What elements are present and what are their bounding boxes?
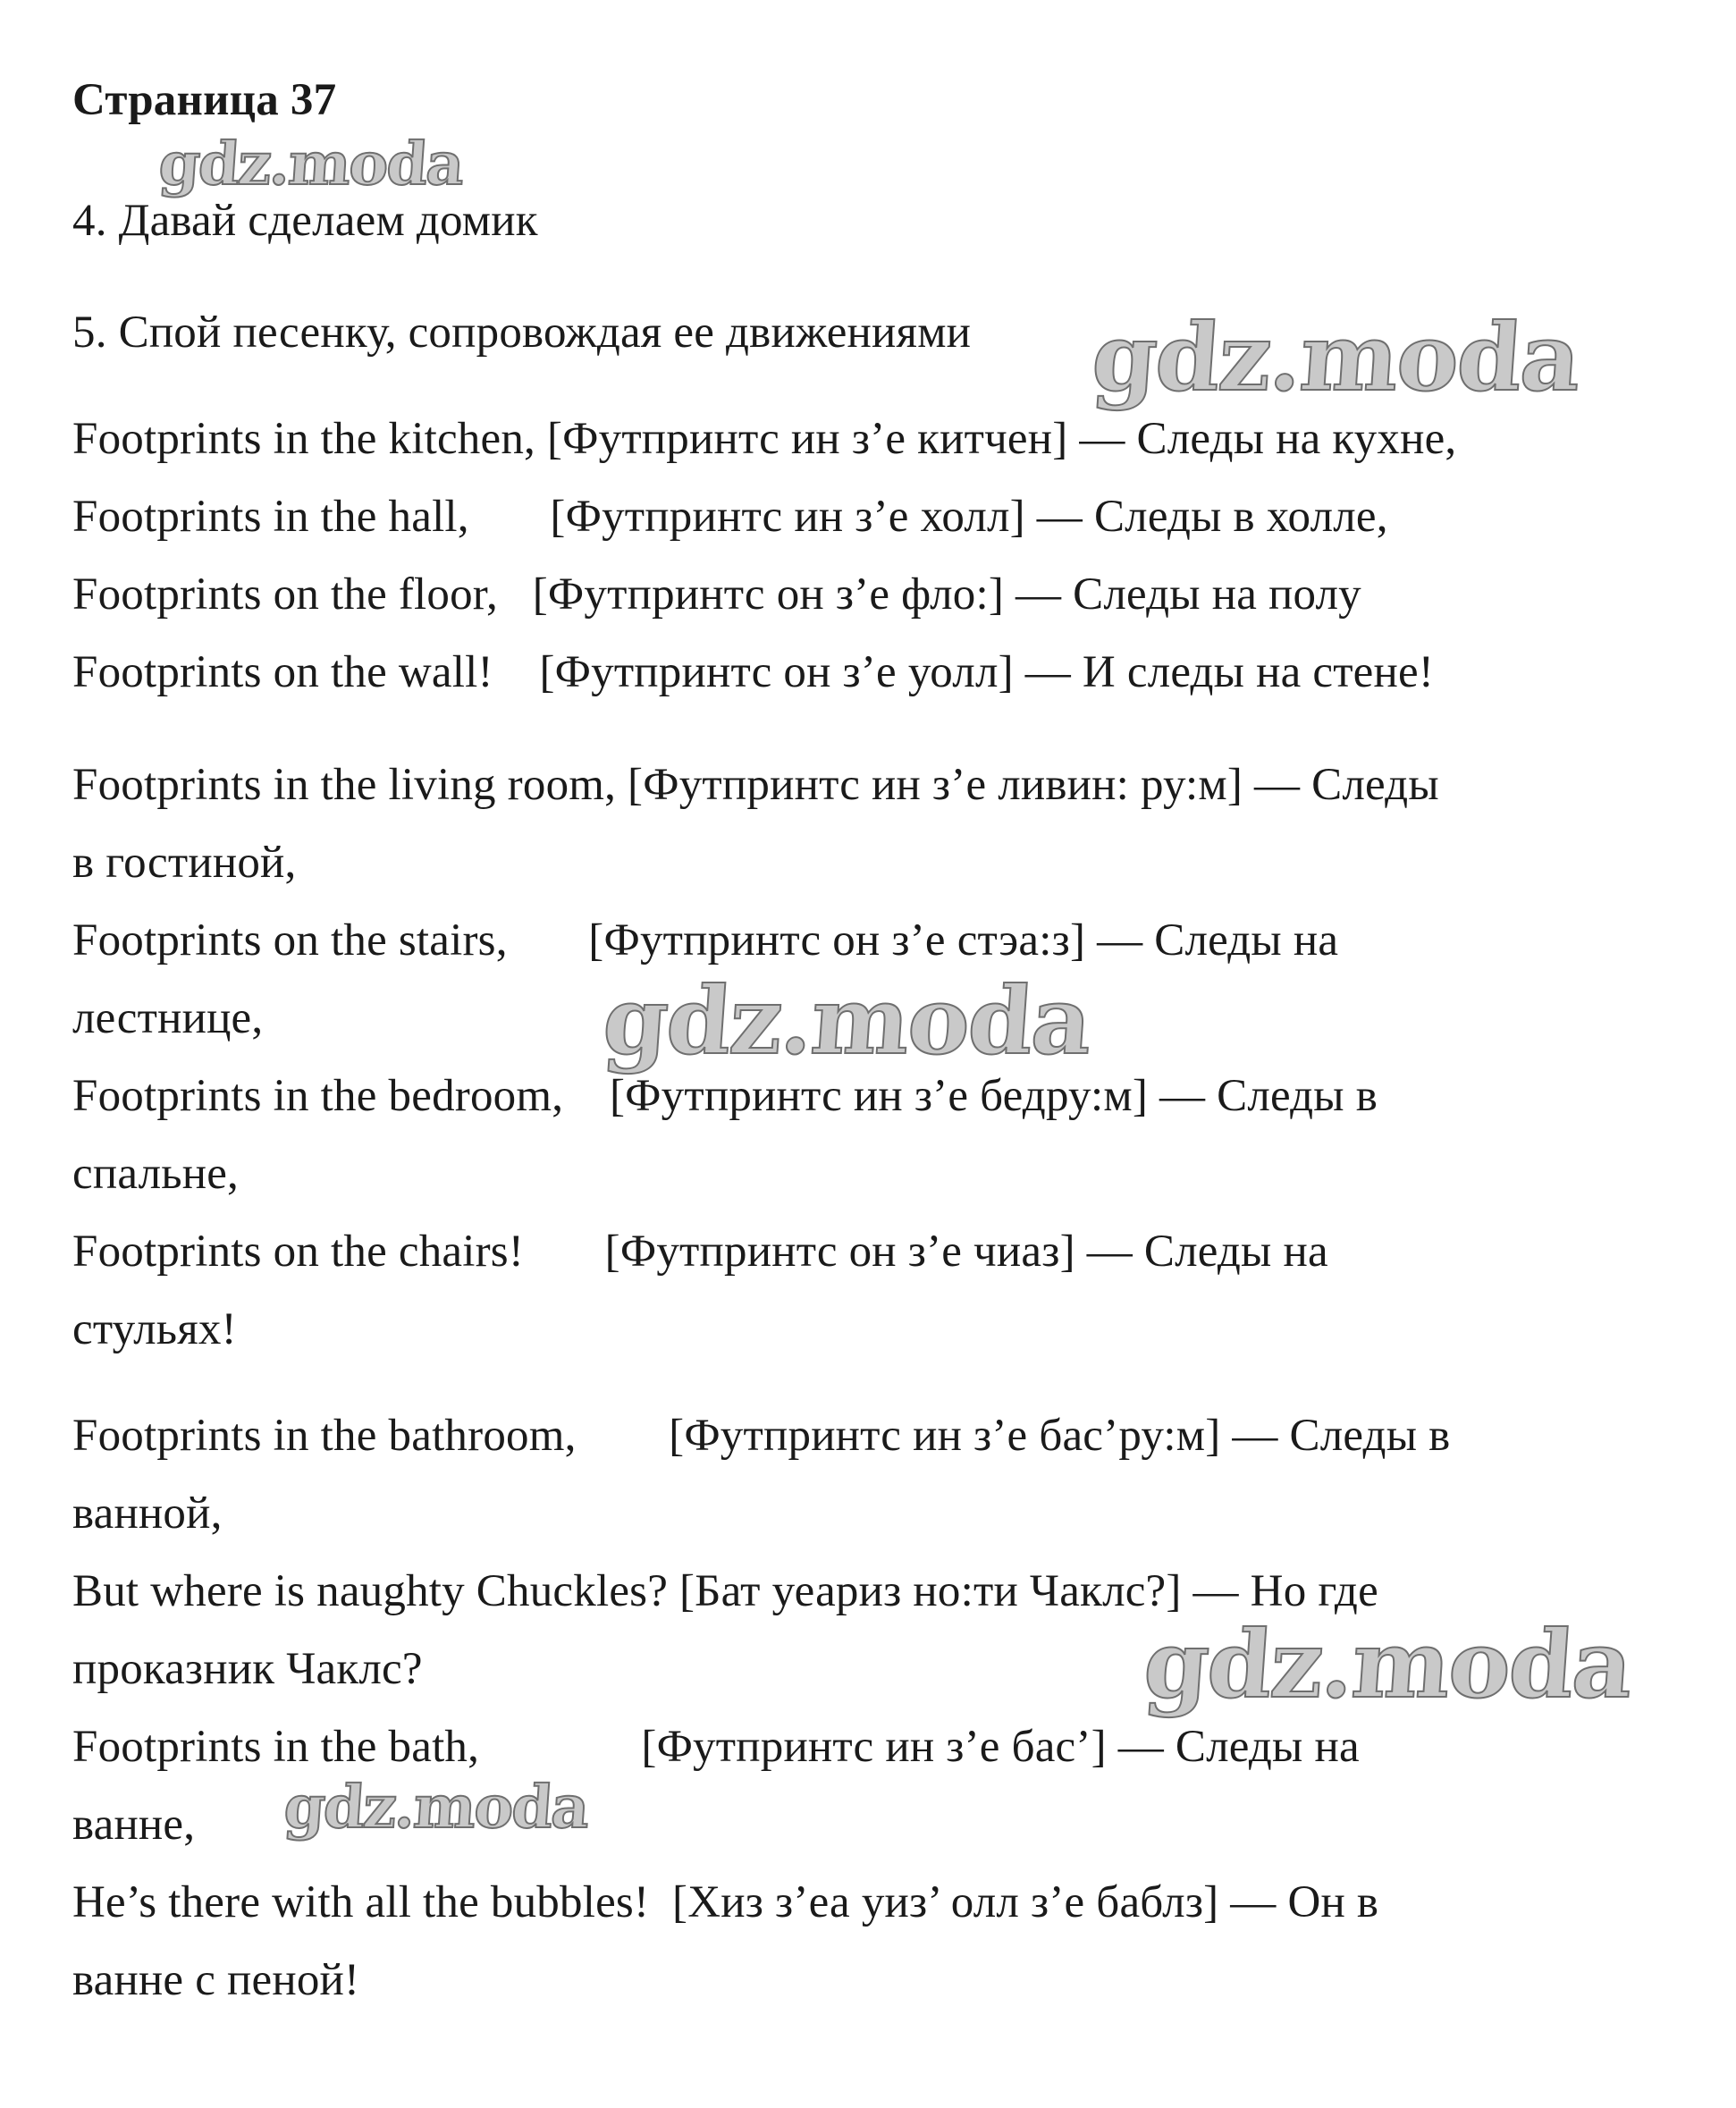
song-line: в гостиной,	[72, 838, 297, 888]
song-line: ванне с пеной!	[72, 1955, 360, 2005]
task-5-heading: 5. Спой песенку, сопровождая ее движениями	[72, 308, 972, 358]
song-line: Footprints in the bedroom, [Футпринтс ин з’е бедру:м] — Следы в	[72, 1071, 1378, 1121]
song-line: проказник Чаклс?	[72, 1644, 423, 1694]
song-line: Footprints on the stairs, [Футпринтс он з’е стэа:з] — Следы на	[72, 915, 1339, 965]
task-4-heading: 4. Давай сделаем домик	[72, 196, 538, 246]
song-line: ванне,	[72, 1800, 196, 1850]
song-line: Footprints on the floor, [Футпринтс он з’е фло:] — Следы на полу	[72, 569, 1361, 620]
song-line: Footprints in the bath, [Футпринтс ин з’е бас’] — Следы на	[72, 1722, 1360, 1772]
song-line: Footprints on the wall! [Футпринтс он з’е уолл] — И следы на стене!	[72, 647, 1435, 697]
watermark: gdz.moda	[282, 1772, 591, 1842]
page-title: Страница 37	[72, 75, 337, 125]
watermark: gdz.moda	[1088, 302, 1583, 412]
watermark: gdz.moda	[1140, 1609, 1635, 1719]
song-line: лестнице,	[72, 993, 264, 1043]
song-line: He’s there with all the bubbles! [Хиз з’еа уиз’ олл з’е баблз] — Он в	[72, 1877, 1379, 1927]
song-line: Footprints in the kitchen, [Футпринтс ин з’е китчен] — Следы на кухне,	[72, 414, 1457, 464]
song-line: But where is naughty Chuckles? [Бат уеариз но:ти Чаклс?] — Но где	[72, 1566, 1378, 1616]
song-line: спальне,	[72, 1149, 240, 1199]
song-line: ванной,	[72, 1488, 223, 1539]
watermark: gdz.moda	[599, 965, 1094, 1075]
song-line: стульях!	[72, 1304, 237, 1354]
watermark: gdz.moda	[156, 129, 466, 198]
song-line: Footprints on the chairs! [Футпринтс он з’е чиаз] — Следы на	[72, 1227, 1328, 1277]
song-line: Footprints in the hall, [Футпринтс ин з’е холл] — Следы в холле,	[72, 492, 1388, 542]
song-line: Footprints in the living room, [Футпринтс ин з’е ливин: ру:м] — Следы	[72, 760, 1439, 810]
song-line: Footprints in the bathroom, [Футпринтс ин з’е бас’ру:м] — Следы в	[72, 1411, 1451, 1461]
